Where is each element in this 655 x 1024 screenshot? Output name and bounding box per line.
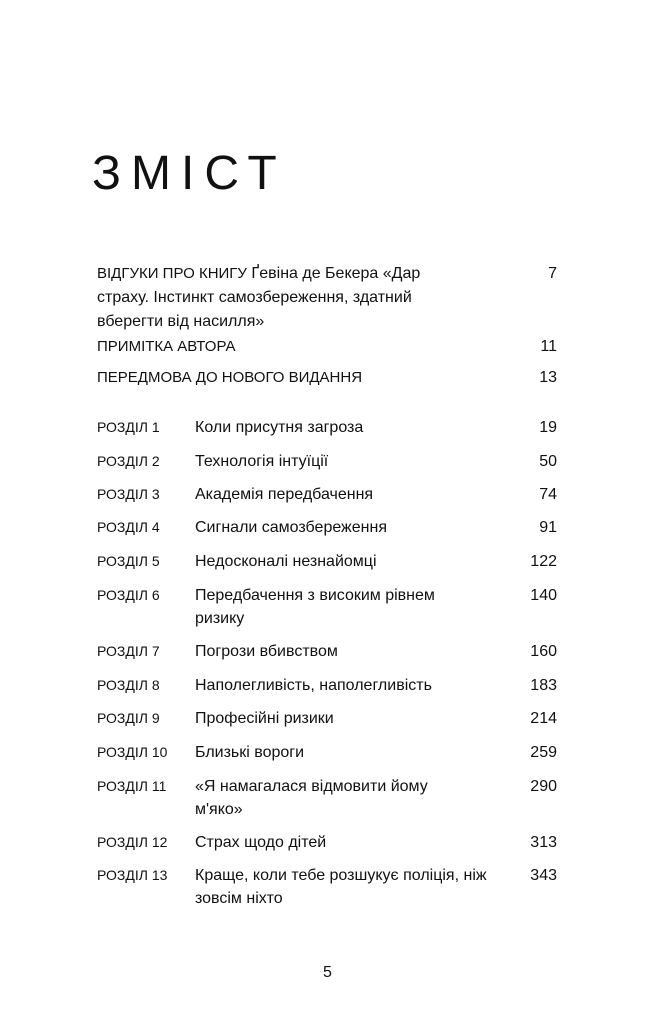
chapter-title: Страх щодо дітей — [195, 834, 327, 851]
chapter-title: Коли присутня загроза — [195, 419, 364, 436]
chapter-number: РОЗДІЛ 3 — [97, 486, 160, 502]
toc-chapter-row[interactable] — [97, 640, 557, 663]
chapter-title: «Я намагалася відмовити йому м'яко» — [195, 778, 428, 818]
toc-page-number: 50 — [539, 453, 557, 470]
toc-chapter-row[interactable] — [97, 550, 557, 573]
chapter-number: РОЗДІЛ 6 — [97, 587, 160, 603]
toc-chapter-row[interactable] — [97, 584, 557, 630]
chapter-number: РОЗДІЛ 4 — [97, 519, 160, 535]
toc-page-number: 214 — [530, 710, 557, 727]
toc-page-number: 290 — [530, 778, 557, 795]
toc-front-item[interactable] — [97, 262, 557, 334]
toc-front-label — [97, 366, 427, 390]
toc-page-number: 13 — [539, 369, 557, 386]
chapter-number: РОЗДІЛ 13 — [97, 867, 168, 883]
chapter-number: РОЗДІЛ 8 — [97, 677, 160, 693]
chapter-number: РОЗДІЛ 5 — [97, 553, 160, 569]
chapter-title: Технологія інтуїції — [195, 453, 329, 470]
chapter-number: РОЗДІЛ 7 — [97, 643, 160, 659]
toc-front-item[interactable] — [97, 366, 557, 390]
toc-front-caps: ВІДГУКИ ПРО КНИГУ — [97, 265, 247, 282]
toc-page-number: 140 — [530, 587, 557, 604]
chapter-title: Академія передбачення — [195, 486, 374, 503]
toc-page-number: 19 — [539, 419, 557, 436]
toc-chapter-row[interactable] — [97, 741, 557, 764]
chapter-number: РОЗДІЛ 9 — [97, 710, 160, 726]
chapter-title: Передбачення з високим рівнем ризику — [195, 587, 435, 627]
chapter-number: РОЗДІЛ 10 — [97, 744, 168, 760]
toc-page-number: 313 — [530, 834, 557, 851]
toc-page-number: 160 — [530, 643, 557, 660]
toc-chapter-row[interactable] — [97, 707, 557, 730]
toc-front-label — [97, 335, 427, 359]
toc-chapter-row[interactable] — [97, 450, 557, 473]
toc-chapter-row[interactable] — [97, 864, 557, 910]
toc-page-number: 11 — [540, 338, 557, 355]
chapter-title: Погрози вбивством — [195, 643, 338, 660]
toc-page-number: 74 — [539, 486, 557, 503]
page-number: 5 — [323, 964, 332, 981]
chapter-title: Близькі вороги — [195, 744, 305, 761]
toc-page-number: 91 — [539, 519, 557, 536]
toc-page-number: 122 — [530, 553, 557, 570]
toc-chapter-row[interactable] — [97, 516, 557, 539]
toc-front-caps: ПРИМІТКА АВТОРА — [97, 338, 236, 355]
toc-front-text: Ґевіна де Бекера «Дар страху. Інстинкт самозбереження, здатний вберегти від насилля» — [97, 265, 421, 330]
chapter-title: Наполегливість, наполегливість — [195, 677, 432, 694]
toc-page-number: 7 — [548, 265, 557, 282]
toc-front-caps: ПЕРЕДМОВА ДО НОВОГО ВИДАННЯ — [97, 369, 363, 386]
chapter-title: Професійні ризики — [195, 710, 334, 727]
toc-chapter-row[interactable] — [97, 775, 557, 821]
toc-page-number: 183 — [530, 677, 557, 694]
toc-chapter-row[interactable] — [97, 416, 557, 439]
toc-chapter-row[interactable] — [97, 674, 557, 697]
chapter-number: РОЗДІЛ 1 — [97, 419, 160, 435]
chapter-title: Сигнали самозбереження — [195, 519, 387, 536]
chapter-number: РОЗДІЛ 12 — [97, 834, 168, 850]
toc-page-number: 259 — [530, 744, 557, 761]
page-title: ЗМІСТ — [92, 147, 287, 200]
toc-front-label — [97, 262, 427, 334]
chapter-title: Недосконалі незнайомці — [195, 553, 377, 570]
chapter-title: Краще, коли тебе розшукує поліція, ніж зовсім ніхто — [195, 867, 487, 907]
chapter-number: РОЗДІЛ 2 — [97, 453, 160, 469]
chapter-number: РОЗДІЛ 11 — [97, 778, 167, 794]
toc-chapter-row[interactable] — [97, 831, 557, 854]
toc-front-item[interactable] — [97, 335, 557, 359]
toc-chapter-row[interactable] — [97, 483, 557, 506]
toc-page-number: 343 — [530, 867, 557, 884]
